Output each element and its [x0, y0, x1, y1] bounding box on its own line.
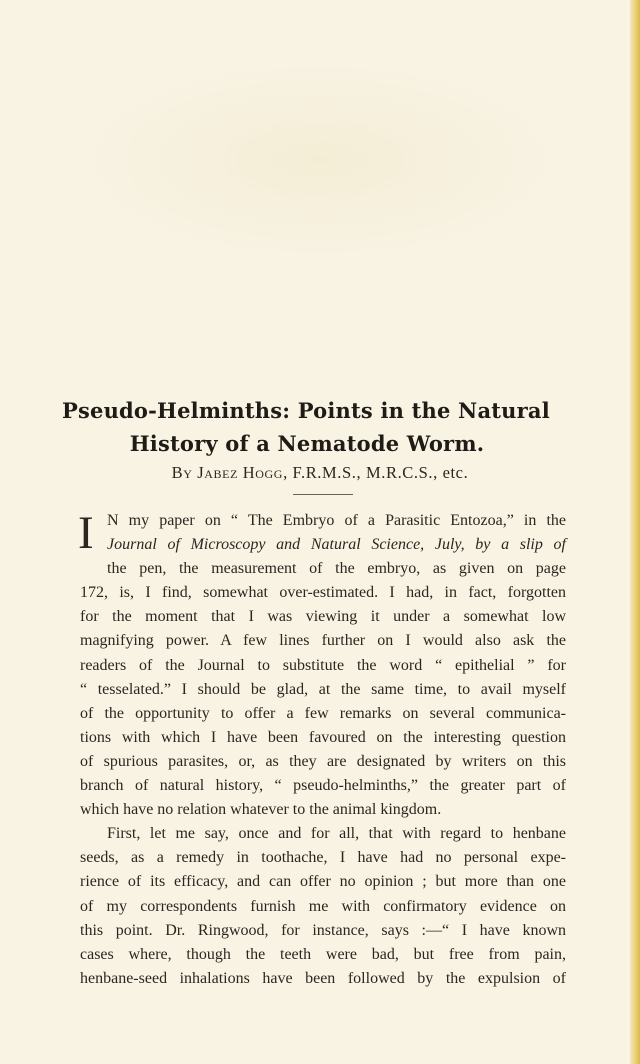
paragraph-1: [80, 509, 566, 822]
byline: [0, 463, 640, 483]
text-line: “ tesselated.” I should be glad, at the same time, to avail myself: [80, 680, 566, 698]
text-line: N my paper on “ The Embryo of a Parasitic Entozoa,” in the: [107, 512, 566, 529]
author-name: Jabez Hogg: [197, 463, 284, 482]
text-line: this point. Dr. Ringwood, for instance, says :—“ I have known: [80, 921, 566, 939]
text-line: branch of natural history, “ pseudo-helminths,” the greater part of: [80, 777, 566, 795]
page-edge: [630, 0, 640, 1064]
article-body: [80, 509, 566, 991]
text-line: Journal of Microscopy and Natural Science, July, by a slip of: [107, 536, 566, 554]
text-line: readers of the Journal to substitute the word “ epithelial ” for: [80, 656, 566, 674]
title-rule: [293, 494, 353, 495]
text-line: cases where, though the teeth were bad, but free from pain,: [80, 945, 566, 963]
text-line: of spurious parasites, or, as they are designated by writers on this: [80, 752, 566, 770]
text-line: tions with which I have been favoured on the interesting question: [80, 728, 566, 746]
text-line: the pen, the measurement of the embryo, as given on page: [107, 560, 566, 578]
text-line: of my correspondents furnish me with confirmatory evidence on: [80, 897, 566, 915]
text-line: henbane-seed inhalations have been followed by the expulsion of: [80, 969, 566, 987]
text-line: seeds, as a remedy in toothache, I have had no personal expe-: [80, 849, 566, 867]
text-line: which have no relation whatever to the animal kingdom.: [80, 801, 442, 819]
text-line: 172, is, I find, somewhat over-estimated. I had, in fact, forgotten: [80, 584, 566, 602]
text-line: First, let me say, once and for all, that with regard to henbane: [107, 825, 566, 843]
paper-stain: [80, 60, 560, 260]
author-credentials: , F.R.M.S., M.R.C.S., etc.: [283, 463, 469, 482]
text-line: of the opportunity to offer a few remarks on several communica-: [80, 704, 566, 722]
paragraph-2: [80, 822, 566, 991]
drop-cap: I: [78, 507, 94, 559]
title-line-2: History of a Nematode Worm.: [129, 431, 485, 456]
article-title: [62, 394, 582, 460]
text-line: rience of its efficacy, and can offer no opinion ; but more than one: [80, 873, 566, 891]
text-line: magnifying power. A few lines further on I would also ask the: [80, 632, 566, 650]
byline-prefix: By: [171, 463, 193, 482]
title-line-1: Pseudo-Helminths: Points in the Natural: [62, 398, 550, 423]
text-line: for the moment that I was viewing it under a somewhat low: [80, 608, 566, 626]
